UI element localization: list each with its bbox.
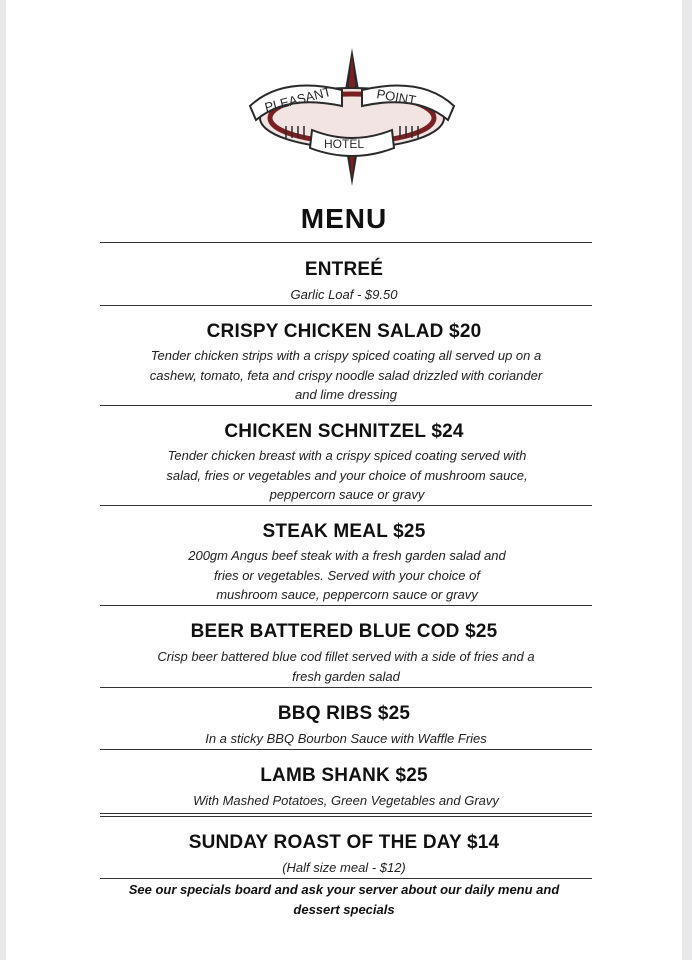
item-desc-crispy-chicken-salad: Tender chicken strips with a crispy spiced coating all served up on a cashew, tomato, feta and crispy noodle salad drizzled with coriander and lime dressing (149, 348, 543, 402)
item-desc-chicken-schnitzel: Tender chicken breast with a crispy spiced coating served with salad, fries or vegetables and your choice of mushroom sauce, peppercorn sauce or gravy (166, 448, 528, 502)
specials-note: See our specials board and ask your server about our daily menu and dessert specials (128, 882, 560, 917)
item-title-bbq-ribs: BBQ RIBS $25 (277, 703, 411, 724)
logo-text-pleasant: PLEASANT (263, 83, 333, 115)
item-title-lamb-shank: LAMB SHANK $25 (260, 765, 428, 786)
item-desc-sunday-roast: (Half size meal - $12) (282, 860, 406, 875)
divider (100, 405, 592, 406)
item-desc-steak-meal: 200gm Angus beef steak with a fresh garden salad and fries or vegetables. Served with your choice of mushroom sauce, peppercorn sauce or gravy (188, 548, 506, 602)
item-desc-blue-cod: Crisp beer battered blue cod fillet served with a side of fries and a fresh garden salad (157, 649, 535, 684)
divider (100, 878, 592, 879)
divider (100, 605, 592, 606)
item-title-steak-meal: STEAK MEAL $25 (262, 521, 426, 542)
menu-page (6, 0, 682, 960)
hotel-logo (242, 46, 462, 188)
item-title-sunday-roast: SUNDAY ROAST OF THE DAY $14 (188, 832, 500, 853)
divider (100, 749, 592, 750)
item-desc-entree: Garlic Loaf - $9.50 (290, 287, 398, 302)
item-title-blue-cod: BEER BATTERED BLUE COD $25 (190, 621, 498, 642)
logo-text-hotel: HOTEL (324, 137, 365, 151)
page-title: MENU (300, 203, 388, 234)
item-desc-lamb-shank: With Mashed Potatoes, Green Vegetables and Gravy (193, 793, 499, 808)
item-title-crispy-chicken-salad: CRISPY CHICKEN SALAD $20 (206, 321, 482, 342)
logo-text-point: POINT (375, 86, 418, 108)
item-title-chicken-schnitzel: CHICKEN SCHNITZEL $24 (224, 421, 464, 442)
divider (100, 505, 592, 506)
item-title-entree: ENTREÉ (304, 259, 384, 280)
divider (100, 305, 592, 306)
hotel-logo-emblem (242, 46, 462, 188)
divider-double (100, 813, 592, 817)
divider (100, 242, 592, 243)
item-desc-bbq-ribs: In a sticky BBQ Bourbon Sauce with Waffle Fries (205, 731, 487, 746)
divider (100, 687, 592, 688)
